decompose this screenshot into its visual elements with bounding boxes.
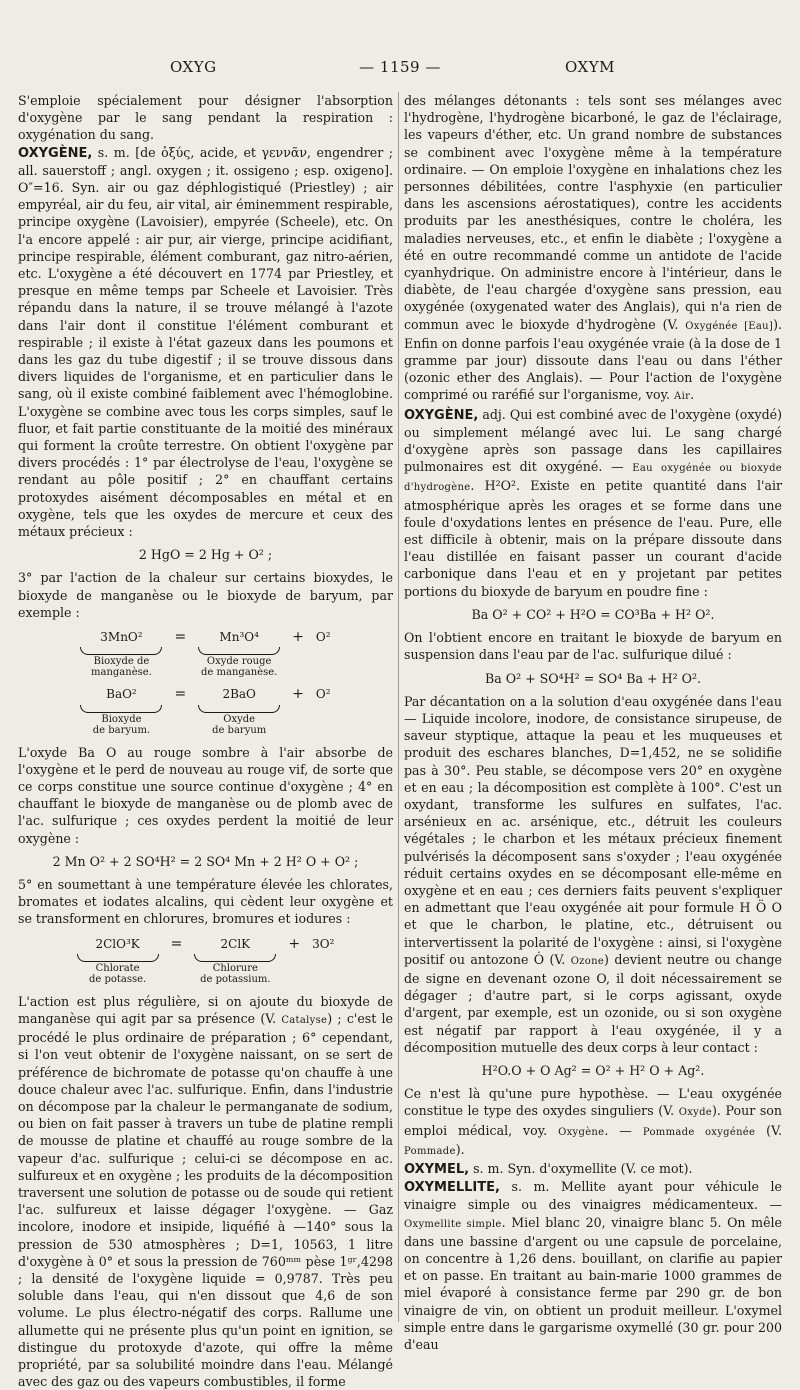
headword-oxygene-adj: OXYGÈNE, bbox=[404, 407, 479, 423]
equation-mercury: 2 HgO = 2 Hg + O² ; bbox=[138, 547, 273, 563]
formula: O² bbox=[315, 630, 331, 645]
formula: Mn³O⁴ bbox=[219, 630, 259, 645]
cross-reference: Ozone bbox=[570, 955, 605, 967]
paragraph-oxyde-baryum: L'oxyde Ba O au rouge sombre à l'air absorbe de l'oxygène et le perd de nouveau au rouge vif, de sorte que ce corps constitue une source continue d'oxygène ; 4° en chauffant le bioxyde de manganèse ou de plomb avec de l'ac. sulfurique ; ces oxydes perdent la moitié de leur oxygène : bbox=[18, 744, 393, 846]
underbrace bbox=[198, 705, 280, 713]
running-header bbox=[0, 58, 800, 82]
paragraph-suspension: On l'obtient encore en traitant le bioxyde de baryum en suspension dans l'eau par de l'ac. sulfurique dilué : bbox=[404, 630, 782, 663]
formula: 2ClO³K bbox=[95, 936, 140, 951]
paragraph-chlorates: 5° en soumettant à une température élevée les chlorates, bromates et iodates alcalins, qui cèdent leur oxygène et se transforment en chlorures, bromures et iodures : bbox=[18, 876, 393, 927]
text-run: ) devient neutre ou change de signe en devenant ozone O, il doit nécessairement se dégager ; d'autre part, si le corps agissant, oxyde d'argent, par exemple, est un ozonide, ou si son oxygène est négatif par rapport à l'eau oxygénée, il y a décomposition mutuelle des deux corps à leur contact : bbox=[404, 951, 782, 1055]
text-run: . — bbox=[604, 1122, 643, 1138]
formula-label: Chlorate bbox=[95, 962, 140, 974]
paragraph-oxygenation: S'emploie spécialement pour désigner l'absorption d'oxygène par le sang pendant la respiration : oxygénation du sang. bbox=[18, 93, 393, 143]
equals-sign: = bbox=[174, 629, 187, 646]
text-run: ). Pour son emploi médical, voy. bbox=[404, 1103, 782, 1138]
equation-manganese-sulfurique: 2 Mn O² + 2 SO⁴H² = 2 SO⁴ Mn + 2 H² O + O² ; bbox=[52, 853, 359, 869]
formula: 3MnO² bbox=[100, 630, 143, 645]
text-run: ). Enfin on donne parfois l'eau oxygénée vraie (à la dose de 1 gramme par jour) dissoute dans l'eau ou dans l'éther (ozonic ether des Anglais). — Pour l'action de l'oxygène comprimé ou raréfié sur l'organisme, voy. bbox=[404, 316, 782, 403]
text-run: s. m. Syn. d'oxymellite (V. ce mot). bbox=[469, 1160, 693, 1176]
formula: O² bbox=[315, 687, 331, 702]
equals-sign: = bbox=[174, 686, 187, 703]
formula-label: manganèse. bbox=[91, 667, 152, 679]
formula-label: de potassium. bbox=[200, 973, 271, 985]
text-run: (V. bbox=[755, 1122, 782, 1138]
cross-reference: Oxygénée [Eau] bbox=[685, 320, 774, 332]
underbrace bbox=[77, 954, 159, 962]
cross-reference: Air bbox=[674, 391, 691, 403]
underbrace bbox=[80, 705, 162, 713]
formula: 2BaO bbox=[222, 687, 256, 702]
paragraph-hypothese bbox=[404, 1085, 782, 1160]
equation-term bbox=[194, 936, 276, 985]
text-run: . Miel blanc 20, vinaigre blanc 5. On mêle dans une bassine d'argent ou une capsule de porcelaine, on concentre à 1,26 dens. bouillant, on clarifie au papier et on passe. En traitant au bain-marie 1000 grammes de miel évaporé à consistance ferme par 290 gr. de bon vinaigre de vin, on obtient un produit meilleur. L'oxymel simple entre dans le gargarisme oxymellé (30 gr. pour 200 d'eau bbox=[404, 1214, 782, 1353]
equation-term bbox=[80, 686, 162, 735]
entry-oxygene bbox=[18, 144, 393, 541]
cross-reference: Pommade bbox=[404, 1145, 456, 1157]
paragraph-decantation bbox=[404, 693, 782, 1056]
cross-reference: Catalyse bbox=[281, 1014, 328, 1026]
text-run: ). bbox=[455, 1141, 465, 1157]
headword-oxymel: OXYMEL, bbox=[404, 1161, 470, 1177]
cross-reference: Oxyde bbox=[678, 1107, 713, 1119]
formula-label: Bioxyde bbox=[101, 713, 142, 725]
underbrace bbox=[198, 647, 280, 655]
equation-term bbox=[80, 629, 162, 678]
formula-label: Bioxyde de bbox=[93, 656, 150, 668]
equation-baryum bbox=[18, 686, 393, 735]
text-run: s. m. Mellite ayant pour véhicule le vinaigre simple ou des vinaigres médicamenteux. — bbox=[404, 1179, 782, 1213]
text-run: Par décantation on a la solution d'eau oxygénée dans l'eau — Liquide incolore, inodore, de consistance sirupeuse, de saveur styptique, attaque la peau et les muqueuses et produit des eschares blanches, D=1,452, ne se solidifie pas à 30°. Peu stable, se décompose vers 20° en oxygène et en eau ; la décomposition est complète à 100°. C'est un oxydant, transforme les sulfures en sulfates, l'ac. arsénieux en ac. arsénique, etc., détruit les couleurs végétales ; le charbon et les métaux précieux finement pulvérisés la décomposent sans s'oxyder ; l'eau oxygénée réduit certains oxydes en se décomposant elle-même en oxygène et en eau ; ces derniers faits peuvent s'expliquer en admettant que l'eau oxygénée ait pour formule H Ö O et que le charbon, le platine, etc., détruisent ou intervertissent la polarité de l'oxygène : ainsi, si l'oxygène positif ou antozone Ȯ (V. bbox=[404, 693, 782, 967]
header-right-word: OXYM bbox=[565, 58, 615, 76]
entry-oxymellite bbox=[404, 1178, 782, 1353]
text-run: ) ; c'est le procédé le plus ordinaire de préparation ; 6° cependant, si l'on veut obtenir de l'oxygène naissant, on se sert de préférence de bichromate de potasse qu'on chauffe à une douce chaleur avec l'ac. sulfurique. Enfin, dans l'industrie on décompose par la chaleur le permanganate de sodium, ou bien on fait passer à travers un tube de platine rempli de mousse de platine et chauffé au rouge sombre de la vapeur d'ac. sulfurique ; celui-ci se décompose en ac. sulfureux et en oxygène ; les produits de la décomposition traversent une solution de potasse ou de soude qui retient l'ac. sulfureux et laisse dégager l'oxygène. — Gaz incolore, inodore et insipide, liquéfié à —140° sous la pression de 530 atmosphères ; D=1, 10563, 1 litre d'oxygène à 0° et sous la pression de 760ᵐᵐ pèse 1ᵍʳ,4298 ; la densité de l'oxygène liquide = 0,9787. Très peu soluble dans l'eau, qui n'en dissout que 4,6 de son volume. Le plus électro-négatif des corps. Rallume une allumette qui ne présente plus qu'un point en ignition, se distingue du protoxyde d'azote, qui offre la même propriété, par sa solubilité moindre dans l'eau. Mélangé avec des gaz ou des vapeurs combustibles, il forme bbox=[18, 1010, 393, 1390]
right-column bbox=[404, 92, 782, 1353]
equation-term bbox=[198, 629, 280, 678]
text-run: Ce n'est là qu'une pure hypothèse. — L'eau oxygénée constitue le type des oxydes singuliers (V. bbox=[404, 1086, 782, 1119]
plus-sign: + bbox=[292, 629, 304, 646]
text-run: adj. Qui est combiné avec de l'oxygène (oxydé) ou simplement mélangé avec lui. Le sang chargé d'oxygène après son passage dans les capillaires pulmonaires est dit oxygéné. — bbox=[404, 406, 782, 475]
text-run: L'action est plus régulière, si on ajoute du bioxyde de manganèse qui agit par sa présence (V. bbox=[18, 993, 393, 1026]
text-run: . bbox=[690, 387, 695, 403]
cross-reference: Pommade oxygénée bbox=[642, 1126, 756, 1138]
underbrace bbox=[194, 954, 276, 962]
headword-oxymellite: OXYMELLITE, bbox=[404, 1180, 500, 1196]
formula: BaO² bbox=[106, 687, 137, 702]
formula-label: de baryum bbox=[212, 724, 267, 736]
formula-label: de potasse. bbox=[88, 973, 147, 985]
header-left-word: OXYG bbox=[170, 58, 217, 76]
entry-oxygene-adj bbox=[404, 406, 782, 600]
plus-sign: + bbox=[292, 686, 304, 703]
formula-label: de manganèse. bbox=[201, 667, 278, 679]
entry-oxygene-body: s. m. [de ὀξύς, acide, et γεννᾶν, engendrer ; all. sauerstoff ; angl. oxygen ; it. ossigeno ; esp. oxigeno]. O″=16. Syn. air ou gaz déphlogistiqué (Priestley) ; air empyréal, air du feu, air vital, air éminemment respirable, principe oxygène (Lavoisier), empyrée (Scheele), etc. On l'a encore appelé : air pur, air vierge, principe acidifiant, principe respirable, élément comburant, gaz nitro-aérien, etc. L'oxygène a été découvert en 1774 par Priestley, et presque en même temps par Scheele et Lavoisier. Très répandu dans la nature, il se trouve mélangé à l'azote dans l'air dont il constitue l'élément comburant et respirable ; il existe à l'état gazeux dans les poumons et dans les gaz du tube digestif ; il se trouve dissous dans divers liquides de l'organisme, et en particulier dans le sang, où il existe combiné faiblement avec l'hémoglobine. L'oxygène se combine avec tous les corps simples, sauf le fluor, et fait partie constituante de la moitié des minéraux qui forment la croûte terrestre. On obtient l'oxygène par divers procédés : 1° par électrolyse de l'eau, l'oxygène se rendant au pôle positif ; 2° en chauffant certains protoxydes aisément décomposables en métal et en oxygène, tels que les oxydes de mercure et ceux des métaux précieux : bbox=[18, 144, 393, 540]
formula-label: Chlorure bbox=[212, 962, 258, 974]
formula-label: de baryum. bbox=[92, 724, 151, 736]
subentry-title: Oxymellite simple bbox=[404, 1218, 502, 1230]
subentry-title: Eau oxygénée ou bioxyde d'hydrogène bbox=[404, 463, 782, 494]
underbrace bbox=[80, 647, 162, 655]
paragraph-usages bbox=[404, 92, 782, 406]
formula-label: Oxyde rouge bbox=[206, 656, 272, 668]
equals-sign: = bbox=[170, 935, 183, 952]
headword-oxygene: OXYGÈNE, bbox=[18, 145, 93, 161]
entry-oxymel bbox=[404, 1160, 782, 1178]
formula-label: Oxyde bbox=[223, 713, 256, 725]
equation-ozonide: H²O.O + O Ag² = O² + H² O + Ag². bbox=[481, 1062, 705, 1078]
left-column bbox=[18, 92, 393, 1390]
formula: 3O² bbox=[312, 936, 335, 951]
equation-chlorate bbox=[18, 936, 393, 985]
paragraph-preparation bbox=[18, 993, 393, 1390]
formula: 2ClK bbox=[220, 936, 251, 951]
column-divider bbox=[398, 92, 399, 1322]
page-number: — 1159 — bbox=[359, 58, 441, 76]
equation-term bbox=[198, 686, 280, 735]
plus-sign: + bbox=[288, 935, 301, 952]
equation-eau-oxygenee-2: Ba O² + SO⁴H² = SO⁴ Ba + H² O². bbox=[484, 670, 702, 686]
equation-eau-oxygenee-1: Ba O² + CO² + H²O = CO³Ba + H² O². bbox=[471, 606, 715, 622]
paragraph-bioxydes: 3° par l'action de la chaleur sur certains bioxydes, le bioxyde de manganèse ou le bioxyde de baryum, par exemple : bbox=[18, 570, 393, 620]
cross-reference: Oxygène bbox=[558, 1126, 605, 1138]
equation-manganese bbox=[18, 629, 393, 678]
equation-term bbox=[77, 936, 159, 985]
text-run: des mélanges détonants : tels sont ses mélanges avec l'hydrogène, l'hydrogène bicarboné, le gaz de l'éclairage, les vapeurs d'éther, etc. Un grand nombre de substances se combinent avec l'oxygène même à la température ordinaire. — On emploie l'oxygène en inhalations chez les personnes débilitées, contre l'asphyxie (en particulier dans les ascensions aérostatiques), contre les accidents produits par les anesthésiques, contre le choléra, les maladies nerveuses, etc., et enfin le diabète ; l'oxygène a été en outre recommandé comme un antidote de l'acide cyanhydrique. On administre encore à l'intérieur, dans le diabète, de l'eau chargée d'oxygène sans pression, eau oxygénée (oxygenated water des Anglais), qui n'a rien de commun avec le bioxyde d'hydrogène (V. bbox=[404, 93, 782, 332]
text-run: . H²O². Existe en petite quantité dans l'air atmosphérique après les orages et se forme dans une foule d'oxydations lentes en présence de l'eau. Pure, elle est difficile à obtenir, mais on la prépare dissoute dans l'eau distillée en faisant passer un courant d'acide carbonique dans l'eau et en y projetant par petites portions du bioxyde de baryum en poudre fine : bbox=[404, 478, 782, 599]
